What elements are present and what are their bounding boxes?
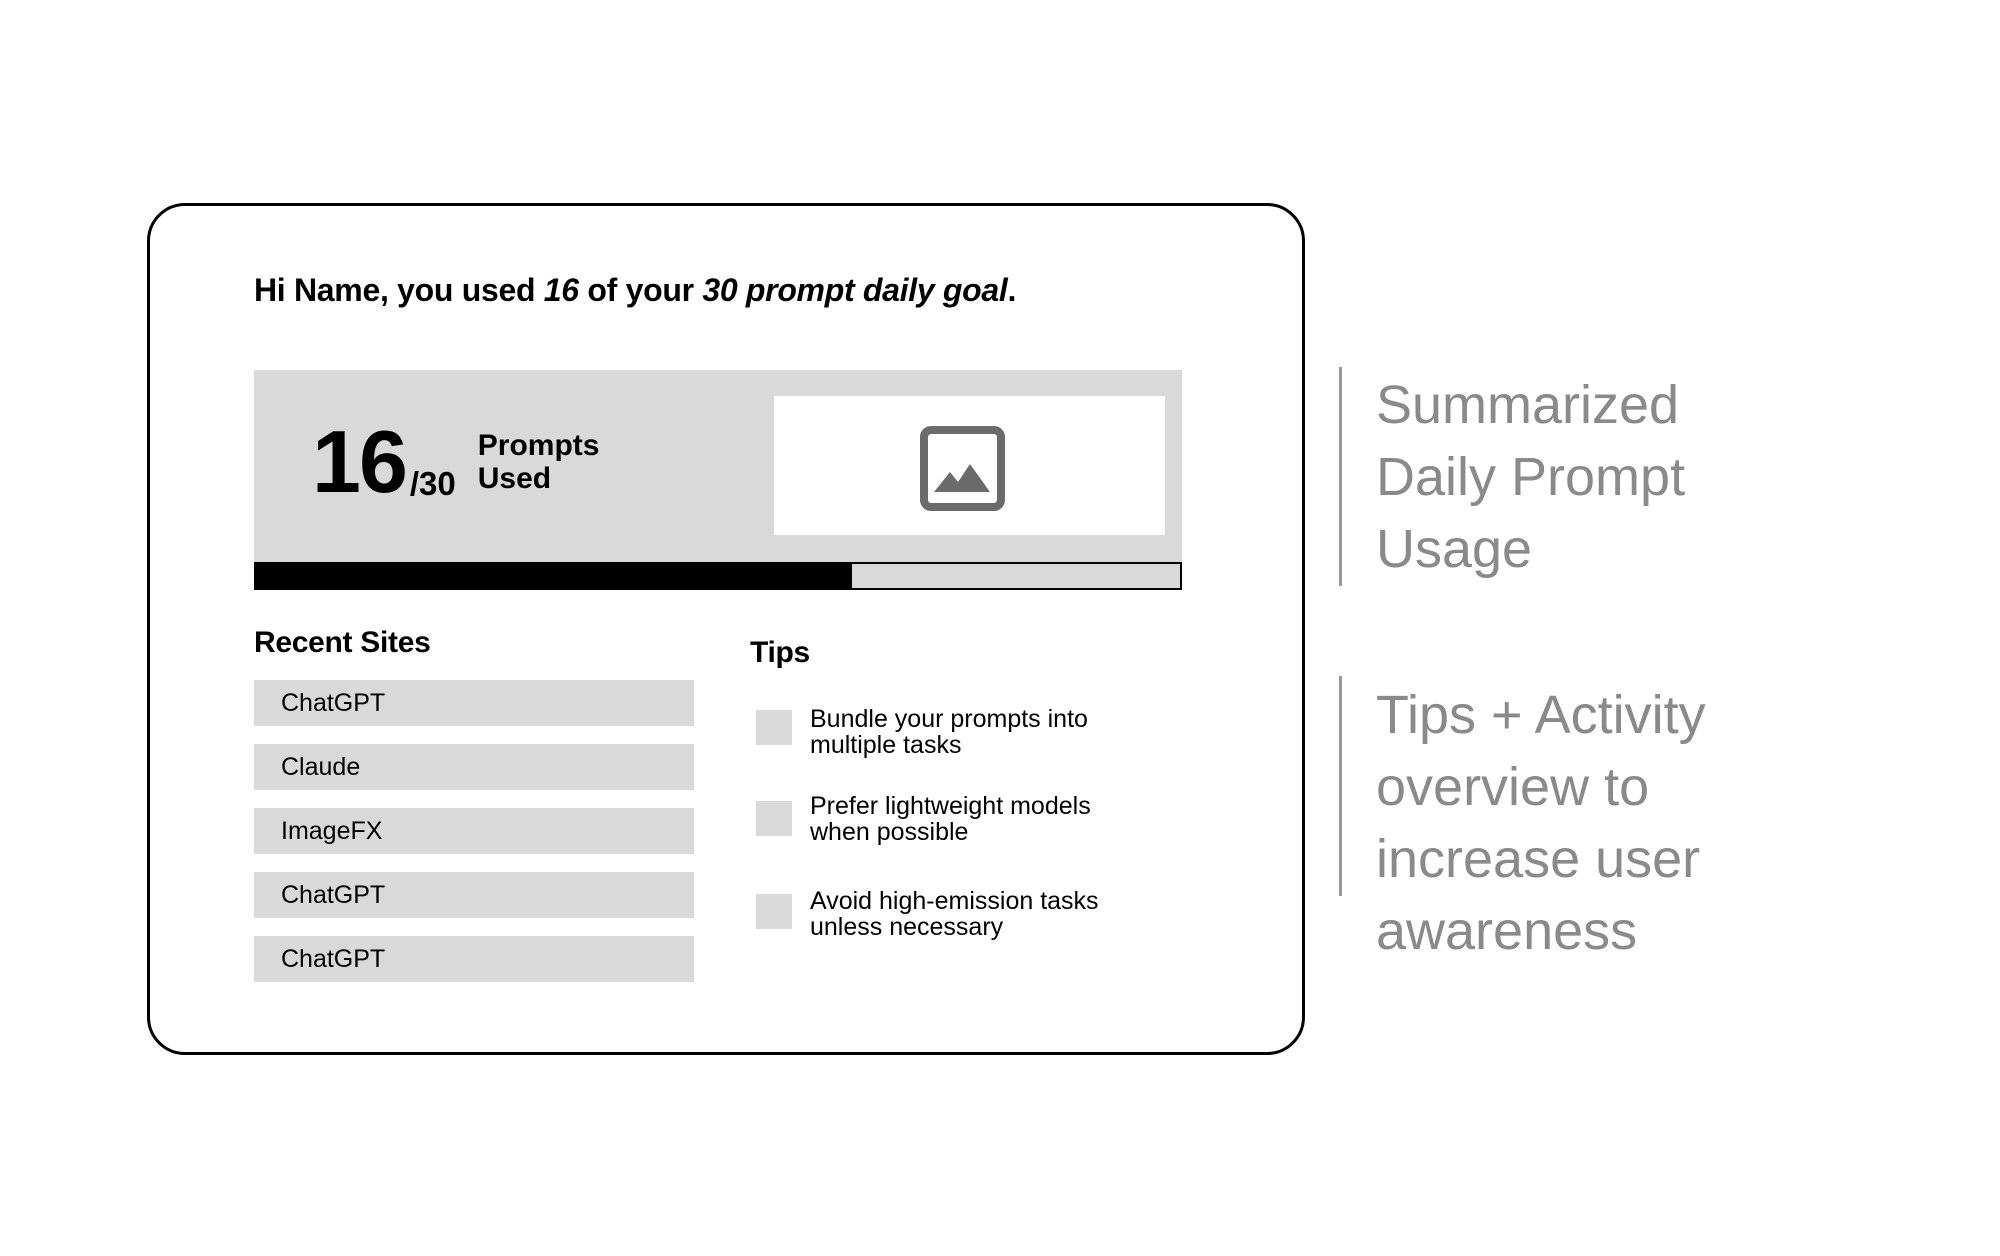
annotation-line: increase user: [1376, 829, 1701, 889]
usage-summary: [312, 412, 600, 511]
greeting-prefix: Hi Name, you used: [254, 272, 544, 308]
recent-sites-title: Recent Sites: [254, 626, 431, 659]
recent-site-item[interactable]: Claude: [254, 744, 694, 790]
annotation-divider: [1339, 676, 1342, 896]
tip-checkbox[interactable]: [756, 801, 792, 836]
tip-checkbox[interactable]: [756, 710, 792, 745]
greeting-heading: [254, 272, 1016, 309]
annotation-divider: [1339, 367, 1342, 586]
usage-count: 16: [312, 412, 406, 511]
usage-total: /30: [409, 465, 456, 502]
annotation-line: Daily Prompt: [1376, 447, 1686, 507]
usage-label: [478, 429, 600, 495]
annotation-line: awareness: [1376, 901, 1638, 961]
tip-text: [810, 888, 1099, 940]
annotation-line: Usage: [1376, 519, 1533, 579]
usage-progress-fill: [256, 564, 852, 588]
greeting-goal: 30 prompt daily goal: [702, 272, 1008, 308]
tip-line: Bundle your prompts into: [810, 705, 1088, 733]
tip-text: [810, 793, 1091, 845]
annotation-line: Tips + Activity: [1376, 685, 1706, 745]
recent-site-item[interactable]: ChatGPT: [254, 680, 694, 726]
tip-line: Prefer lightweight models: [810, 792, 1091, 820]
tips-title: Tips: [750, 636, 810, 669]
recent-site-item[interactable]: ChatGPT: [254, 936, 694, 982]
recent-site-item[interactable]: ChatGPT: [254, 872, 694, 918]
greeting-used: 16: [543, 272, 579, 308]
greeting-middle: of your: [578, 272, 703, 308]
annotation-line: Summarized: [1376, 375, 1680, 435]
recent-site-item[interactable]: ImageFX: [254, 808, 694, 854]
annotation-line: overview to: [1376, 757, 1650, 817]
usage-label-line1: Prompts: [477, 429, 600, 462]
tip-line: unless necessary: [810, 913, 1004, 941]
image-placeholder: [774, 396, 1165, 535]
image-placeholder-icon: [920, 426, 1005, 511]
usage-label-line2: Used: [477, 462, 552, 495]
greeting-suffix: .: [1007, 272, 1017, 308]
usage-count-group: [312, 412, 456, 511]
annotation-tips: [1376, 679, 1706, 967]
usage-progress-bar: [254, 562, 1182, 590]
tip-line: Avoid high-emission tasks: [810, 887, 1099, 915]
tip-checkbox[interactable]: [756, 894, 792, 929]
tip-text: [810, 706, 1088, 758]
annotation-usage: [1376, 369, 1685, 585]
tip-line: when possible: [810, 818, 969, 846]
tip-line: multiple tasks: [810, 731, 962, 759]
